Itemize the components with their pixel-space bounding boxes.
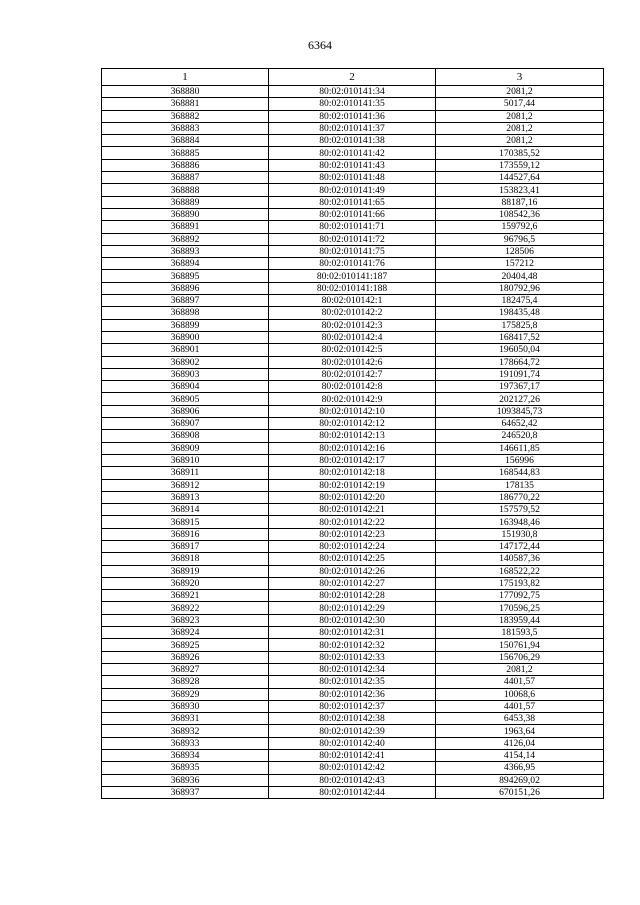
table-row xyxy=(102,639,604,651)
table-row xyxy=(102,331,604,343)
table-row xyxy=(102,393,604,405)
cadastral-number-cell: 80:02:010142:33 xyxy=(269,651,436,663)
cadastral-number-cell: 80:02:010142:5 xyxy=(269,344,436,356)
value-cell: 151930,8 xyxy=(436,528,604,540)
cadastral-number-cell: 80:02:010142:3 xyxy=(269,319,436,331)
table-row xyxy=(102,516,604,528)
table-row xyxy=(102,553,604,565)
value-cell: 202127,26 xyxy=(436,393,604,405)
cadastral-number-cell: 80:02:010142:36 xyxy=(269,688,436,700)
row-number-cell: 368903 xyxy=(102,368,269,380)
row-number-cell: 368894 xyxy=(102,258,269,270)
cadastral-number-cell: 80:02:010142:43 xyxy=(269,774,436,786)
table-row xyxy=(102,405,604,417)
value-cell: 2081,2 xyxy=(436,663,604,675)
cadastral-number-cell: 80:02:010142:42 xyxy=(269,762,436,774)
row-number-cell: 368904 xyxy=(102,381,269,393)
row-number-cell: 368918 xyxy=(102,553,269,565)
value-cell: 170596,25 xyxy=(436,602,604,614)
row-number-cell: 368937 xyxy=(102,786,269,798)
cadastral-number-cell: 80:02:010142:22 xyxy=(269,516,436,528)
row-number-cell: 368885 xyxy=(102,147,269,159)
value-cell: 2081,2 xyxy=(436,135,604,147)
table-row xyxy=(102,122,604,134)
value-cell: 168417,52 xyxy=(436,331,604,343)
value-cell: 146611,85 xyxy=(436,442,604,454)
row-number-cell: 368902 xyxy=(102,356,269,368)
table-row xyxy=(102,786,604,798)
row-number-cell: 368916 xyxy=(102,528,269,540)
table-row xyxy=(102,356,604,368)
cadastral-number-cell: 80:02:010141:72 xyxy=(269,233,436,245)
table-row xyxy=(102,467,604,479)
row-number-cell: 368898 xyxy=(102,307,269,319)
table-row xyxy=(102,663,604,675)
cadastral-number-cell: 80:02:010142:34 xyxy=(269,663,436,675)
table-row xyxy=(102,98,604,110)
table-row xyxy=(102,147,604,159)
table-row xyxy=(102,172,604,184)
cadastral-number-cell: 80:02:010142:28 xyxy=(269,590,436,602)
table-row xyxy=(102,602,604,614)
table-row xyxy=(102,86,604,98)
table-row xyxy=(102,196,604,208)
value-cell: 159792,6 xyxy=(436,221,604,233)
value-cell: 178135 xyxy=(436,479,604,491)
row-number-cell: 368908 xyxy=(102,430,269,442)
cadastral-number-cell: 80:02:010142:37 xyxy=(269,700,436,712)
cadastral-number-cell: 80:02:010142:39 xyxy=(269,725,436,737)
table-row xyxy=(102,614,604,626)
cadastral-number-cell: 80:02:010142:24 xyxy=(269,540,436,552)
value-cell: 20404,48 xyxy=(436,270,604,282)
value-cell: 168522,22 xyxy=(436,565,604,577)
cadastral-number-cell: 80:02:010142:40 xyxy=(269,737,436,749)
page-number: 6364 xyxy=(308,38,332,52)
value-cell: 168544,83 xyxy=(436,467,604,479)
row-number-cell: 368900 xyxy=(102,331,269,343)
row-number-cell: 368899 xyxy=(102,319,269,331)
table-row xyxy=(102,627,604,639)
cadastral-number-cell: 80:02:010142:21 xyxy=(269,504,436,516)
value-cell: 173559,12 xyxy=(436,159,604,171)
value-cell: 182475,4 xyxy=(436,295,604,307)
row-number-cell: 368892 xyxy=(102,233,269,245)
row-number-cell: 368915 xyxy=(102,516,269,528)
cadastral-number-cell: 80:02:010141:35 xyxy=(269,98,436,110)
value-cell: 1963,64 xyxy=(436,725,604,737)
row-number-cell: 368890 xyxy=(102,208,269,220)
cadastral-number-cell: 80:02:010142:16 xyxy=(269,442,436,454)
cadastral-number-cell: 80:02:010142:44 xyxy=(269,786,436,798)
row-number-cell: 368925 xyxy=(102,639,269,651)
row-number-cell: 368917 xyxy=(102,540,269,552)
row-number-cell: 368896 xyxy=(102,282,269,294)
value-cell: 246520,8 xyxy=(436,430,604,442)
row-number-cell: 368882 xyxy=(102,110,269,122)
cadastral-number-cell: 80:02:010142:2 xyxy=(269,307,436,319)
table-header xyxy=(102,69,604,86)
header-row xyxy=(102,69,604,86)
value-cell: 181593,5 xyxy=(436,627,604,639)
cadastral-number-cell: 80:02:010141:34 xyxy=(269,86,436,98)
cadastral-number-cell: 80:02:010141:48 xyxy=(269,172,436,184)
value-cell: 2081,2 xyxy=(436,110,604,122)
cadastral-number-cell: 80:02:010141:37 xyxy=(269,122,436,134)
cadastral-number-cell: 80:02:010142:20 xyxy=(269,491,436,503)
table-row xyxy=(102,454,604,466)
value-cell: 4154,14 xyxy=(436,750,604,762)
row-number-cell: 368921 xyxy=(102,590,269,602)
cadastral-number-cell: 80:02:010142:31 xyxy=(269,627,436,639)
table-body xyxy=(102,86,604,799)
table-row xyxy=(102,208,604,220)
value-cell: 2081,2 xyxy=(436,86,604,98)
cadastral-number-cell: 80:02:010142:25 xyxy=(269,553,436,565)
table-row xyxy=(102,540,604,552)
table-row xyxy=(102,295,604,307)
cadastral-number-cell: 80:02:010142:9 xyxy=(269,393,436,405)
cadastral-number-cell: 80:02:010142:6 xyxy=(269,356,436,368)
cadastral-number-cell: 80:02:010141:38 xyxy=(269,135,436,147)
value-cell: 186770,22 xyxy=(436,491,604,503)
row-number-cell: 368883 xyxy=(102,122,269,134)
value-cell: 153823,41 xyxy=(436,184,604,196)
table-row xyxy=(102,737,604,749)
row-number-cell: 368936 xyxy=(102,774,269,786)
value-cell: 128506 xyxy=(436,245,604,257)
row-number-cell: 368911 xyxy=(102,467,269,479)
row-number-cell: 368901 xyxy=(102,344,269,356)
cadastral-number-cell: 80:02:010142:19 xyxy=(269,479,436,491)
row-number-cell: 368887 xyxy=(102,172,269,184)
value-cell: 108542,36 xyxy=(436,208,604,220)
cadastral-number-cell: 80:02:010141:187 xyxy=(269,270,436,282)
table-row xyxy=(102,442,604,454)
row-number-cell: 368909 xyxy=(102,442,269,454)
value-cell: 96796,5 xyxy=(436,233,604,245)
value-cell: 140587,36 xyxy=(436,553,604,565)
table-row xyxy=(102,725,604,737)
cadastral-number-cell: 80:02:010142:18 xyxy=(269,467,436,479)
table-row xyxy=(102,368,604,380)
row-number-cell: 368914 xyxy=(102,504,269,516)
row-number-cell: 368929 xyxy=(102,688,269,700)
table-row xyxy=(102,258,604,270)
row-number-cell: 368930 xyxy=(102,700,269,712)
table-row xyxy=(102,774,604,786)
value-cell: 64652,42 xyxy=(436,418,604,430)
row-number-cell: 368922 xyxy=(102,602,269,614)
cadastral-number-cell: 80:02:010142:38 xyxy=(269,713,436,725)
row-number-cell: 368891 xyxy=(102,221,269,233)
value-cell: 198435,48 xyxy=(436,307,604,319)
value-cell: 170385,52 xyxy=(436,147,604,159)
cadastral-number-cell: 80:02:010142:10 xyxy=(269,405,436,417)
value-cell: 177092,75 xyxy=(436,590,604,602)
table-row xyxy=(102,651,604,663)
table-row xyxy=(102,700,604,712)
row-number-cell: 368923 xyxy=(102,614,269,626)
row-number-cell: 368920 xyxy=(102,577,269,589)
table-row xyxy=(102,688,604,700)
cadastral-number-cell: 80:02:010142:13 xyxy=(269,430,436,442)
row-number-cell: 368912 xyxy=(102,479,269,491)
column-header-2: 2 xyxy=(269,69,436,86)
value-cell: 163948,46 xyxy=(436,516,604,528)
cadastral-number-cell: 80:02:010142:8 xyxy=(269,381,436,393)
row-number-cell: 368905 xyxy=(102,393,269,405)
row-number-cell: 368910 xyxy=(102,454,269,466)
row-number-cell: 368893 xyxy=(102,245,269,257)
table-row xyxy=(102,491,604,503)
value-cell: 183959,44 xyxy=(436,614,604,626)
value-cell: 147172,44 xyxy=(436,540,604,552)
cadastral-number-cell: 80:02:010141:36 xyxy=(269,110,436,122)
table-row xyxy=(102,528,604,540)
cadastral-number-cell: 80:02:010142:41 xyxy=(269,750,436,762)
value-cell: 180792,96 xyxy=(436,282,604,294)
table-row xyxy=(102,762,604,774)
table-row xyxy=(102,221,604,233)
cadastral-number-cell: 80:02:010141:42 xyxy=(269,147,436,159)
row-number-cell: 368924 xyxy=(102,627,269,639)
table-row xyxy=(102,479,604,491)
cadastral-number-cell: 80:02:010142:26 xyxy=(269,565,436,577)
table-row xyxy=(102,270,604,282)
value-cell: 4401,57 xyxy=(436,676,604,688)
value-cell: 156996 xyxy=(436,454,604,466)
cadastral-number-cell: 80:02:010142:35 xyxy=(269,676,436,688)
table-row xyxy=(102,319,604,331)
cadastral-number-cell: 80:02:010142:4 xyxy=(269,331,436,343)
value-cell: 191091,74 xyxy=(436,368,604,380)
value-cell: 5017,44 xyxy=(436,98,604,110)
table-row xyxy=(102,159,604,171)
value-cell: 157212 xyxy=(436,258,604,270)
table-row xyxy=(102,418,604,430)
table-row xyxy=(102,577,604,589)
cadastral-number-cell: 80:02:010141:49 xyxy=(269,184,436,196)
row-number-cell: 368895 xyxy=(102,270,269,282)
row-number-cell: 368919 xyxy=(102,565,269,577)
table-row xyxy=(102,135,604,147)
value-cell: 6453,38 xyxy=(436,713,604,725)
table-row xyxy=(102,676,604,688)
value-cell: 144527,64 xyxy=(436,172,604,184)
row-number-cell: 368931 xyxy=(102,713,269,725)
value-cell: 197367,17 xyxy=(436,381,604,393)
cadastral-number-cell: 80:02:010141:71 xyxy=(269,221,436,233)
table-row xyxy=(102,750,604,762)
value-cell: 157579,52 xyxy=(436,504,604,516)
row-number-cell: 368907 xyxy=(102,418,269,430)
value-cell: 175825,8 xyxy=(436,319,604,331)
table-row xyxy=(102,184,604,196)
row-number-cell: 368888 xyxy=(102,184,269,196)
value-cell: 894269,02 xyxy=(436,774,604,786)
cadastral-number-cell: 80:02:010142:27 xyxy=(269,577,436,589)
data-table xyxy=(101,68,604,799)
cadastral-number-cell: 80:02:010141:76 xyxy=(269,258,436,270)
row-number-cell: 368886 xyxy=(102,159,269,171)
table-row xyxy=(102,233,604,245)
row-number-cell: 368928 xyxy=(102,676,269,688)
table-row xyxy=(102,307,604,319)
value-cell: 2081,2 xyxy=(436,122,604,134)
table-row xyxy=(102,344,604,356)
cadastral-number-cell: 80:02:010141:188 xyxy=(269,282,436,294)
value-cell: 178664,72 xyxy=(436,356,604,368)
table-row xyxy=(102,565,604,577)
table-row xyxy=(102,381,604,393)
table-row xyxy=(102,245,604,257)
row-number-cell: 368927 xyxy=(102,663,269,675)
cadastral-number-cell: 80:02:010142:12 xyxy=(269,418,436,430)
table-row xyxy=(102,282,604,294)
table-row xyxy=(102,110,604,122)
cadastral-number-cell: 80:02:010142:32 xyxy=(269,639,436,651)
cadastral-number-cell: 80:02:010141:75 xyxy=(269,245,436,257)
row-number-cell: 368880 xyxy=(102,86,269,98)
row-number-cell: 368935 xyxy=(102,762,269,774)
value-cell: 156706,29 xyxy=(436,651,604,663)
row-number-cell: 368932 xyxy=(102,725,269,737)
cadastral-number-cell: 80:02:010141:66 xyxy=(269,208,436,220)
row-number-cell: 368881 xyxy=(102,98,269,110)
row-number-cell: 368884 xyxy=(102,135,269,147)
cadastral-number-cell: 80:02:010142:29 xyxy=(269,602,436,614)
cadastral-number-cell: 80:02:010142:7 xyxy=(269,368,436,380)
row-number-cell: 368913 xyxy=(102,491,269,503)
cadastral-number-cell: 80:02:010142:1 xyxy=(269,295,436,307)
column-header-1: 1 xyxy=(102,69,269,86)
cadastral-number-cell: 80:02:010142:23 xyxy=(269,528,436,540)
table-row xyxy=(102,430,604,442)
row-number-cell: 368906 xyxy=(102,405,269,417)
cadastral-number-cell: 80:02:010141:65 xyxy=(269,196,436,208)
value-cell: 4126,04 xyxy=(436,737,604,749)
value-cell: 670151,26 xyxy=(436,786,604,798)
row-number-cell: 368926 xyxy=(102,651,269,663)
table-row xyxy=(102,713,604,725)
value-cell: 1093845,73 xyxy=(436,405,604,417)
value-cell: 150761,94 xyxy=(436,639,604,651)
value-cell: 4366,95 xyxy=(436,762,604,774)
column-header-3: 3 xyxy=(436,69,604,86)
value-cell: 10068,6 xyxy=(436,688,604,700)
table-row xyxy=(102,504,604,516)
row-number-cell: 368934 xyxy=(102,750,269,762)
value-cell: 4401,57 xyxy=(436,700,604,712)
cadastral-number-cell: 80:02:010142:30 xyxy=(269,614,436,626)
row-number-cell: 368897 xyxy=(102,295,269,307)
value-cell: 196050,04 xyxy=(436,344,604,356)
cadastral-number-cell: 80:02:010142:17 xyxy=(269,454,436,466)
cadastral-number-cell: 80:02:010141:43 xyxy=(269,159,436,171)
table-row xyxy=(102,590,604,602)
value-cell: 175193,82 xyxy=(436,577,604,589)
value-cell: 88187,16 xyxy=(436,196,604,208)
row-number-cell: 368933 xyxy=(102,737,269,749)
row-number-cell: 368889 xyxy=(102,196,269,208)
